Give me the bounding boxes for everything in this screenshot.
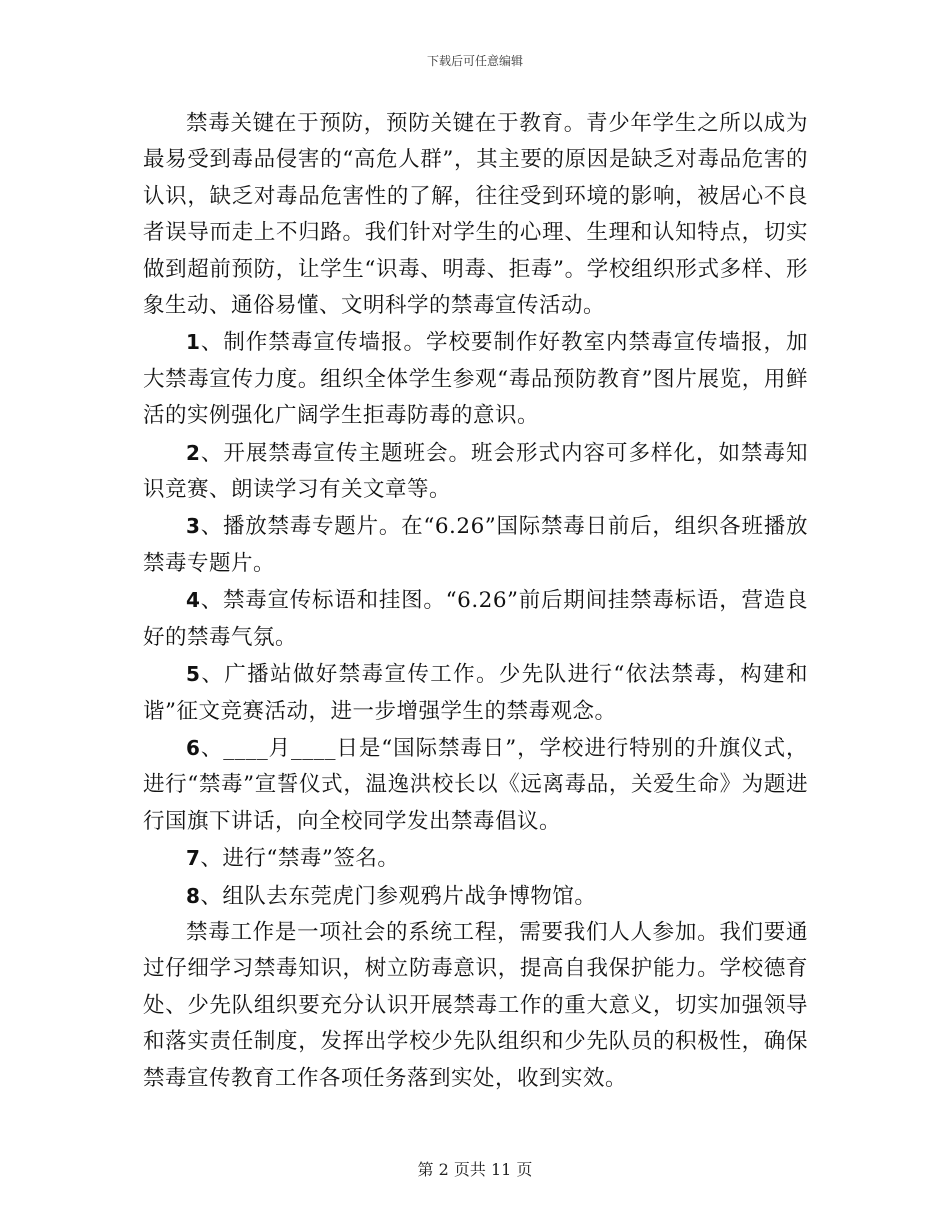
item-number: 7 [186,846,201,871]
list-item-4 [143,582,808,656]
item-number: 1 [186,330,201,355]
item-text: 、播放禁毒专题片。在“6.26”国际禁毒日前后，组织各班播放禁毒专题片。 [143,514,808,576]
item-number: 8 [186,883,201,908]
document-body [143,106,808,1097]
item-number: 5 [186,662,201,687]
paragraph-text: 禁毒工作是一项社会的系统工程，需要我们人人参加。我们要通过仔细学习禁毒知识，树立防毒意识，提高自我保护能力。学校德育处、少先队组织要充分认识开展禁毒工作的重大意义，切实加强领导和落实责任制度，发挥出学校少先队组织和少先队员的积极性，确保禁毒宣传教育工作各项任务落到实处，收到实效。 [143,919,808,1091]
list-item-1 [143,324,808,434]
item-number: 6 [186,735,201,760]
page-footer: 第 2 页共 11 页 [417,1160,533,1179]
list-item-3 [143,508,808,582]
paragraph-intro [143,106,808,324]
item-text: 、制作禁毒宣传墙报。学校要制作好教室内禁毒宣传墙报，加大禁毒宣传力度。组织全体学生参观“毒品预防教育”图片展览，用鲜活的实例强化广阔学生拒毒防毒的意识。 [143,330,808,429]
list-item-7 [143,840,808,877]
paragraph-conclusion [143,915,808,1097]
item-text: 、进行“禁毒”签名。 [200,846,400,872]
item-number: 2 [186,440,201,465]
paragraph-text: 禁毒关键在于预防，预防关键在于教育。青少年学生之所以成为最易受到毒品侵害的“高危人群”，其主要的原因是缺乏对毒品危害的认识，缺乏对毒品危害性的了解，往往受到环境的影响，被居心不良者误导而走上不归路。我们针对学生的心理、生理和认知特点，切实做到超前预防，让学生“识毒、明毒、拒毒”。学校组织形式多样、形象生动、通俗易懂、文明科学的禁毒宣传活动。 [143,111,808,319]
list-item-5 [143,656,808,730]
page-header: 下载后可任意编辑 [426,54,523,68]
item-number: 4 [186,588,201,613]
list-item-6 [143,730,808,840]
list-item-2 [143,435,808,509]
item-text: 、组队去东莞虎门参观鸦片战争博物馆。 [200,883,597,909]
item-text: 、____月____日是“国际禁毒日”，学校进行特别的升旗仪式，进行“禁毒”宣誓仪式，温逸洪校长以《远离毒品，关爱生命》为题进行国旗下讲话，向全校同学发出禁毒倡议。 [143,735,808,834]
item-number: 3 [186,514,201,539]
item-text: 、禁毒宣传标语和挂图。“6.26”前后期间挂禁毒标语，营造良好的禁毒气氛。 [143,588,808,650]
item-text: 、广播站做好禁毒宣传工作。少先队进行“依法禁毒，构建和谐”征文竞赛活动，进一步增强学生的禁毒观念。 [143,662,808,724]
list-item-8 [143,878,808,915]
item-text: 、开展禁毒宣传主题班会。班会形式内容可多样化，如禁毒知识竞赛、朗读学习有关文章等。 [143,440,808,503]
